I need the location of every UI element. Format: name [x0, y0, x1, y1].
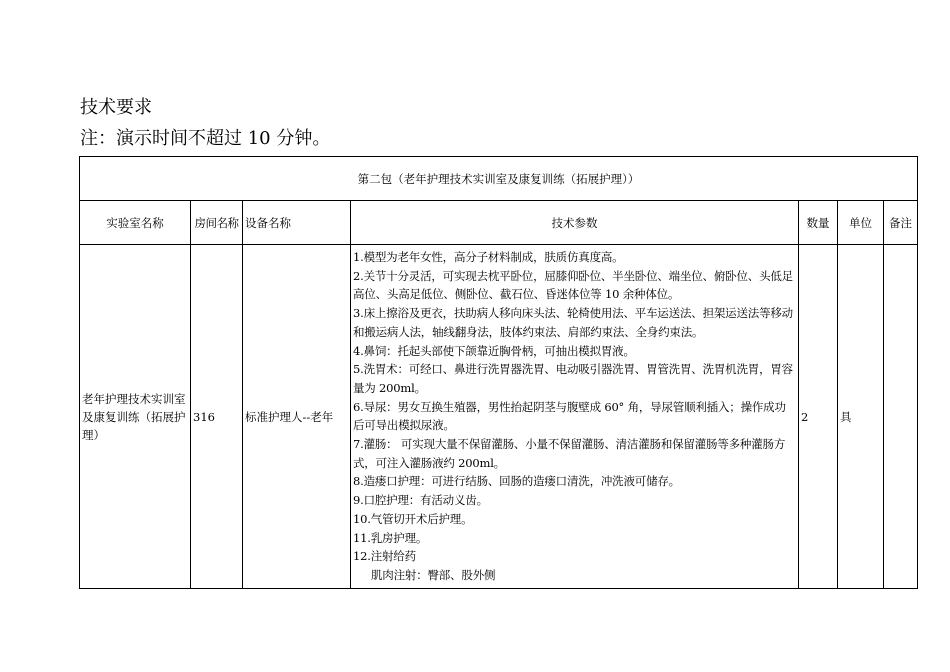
table-title: 第二包（老年护理技术实训室及康复训练（拓展护理）） [80, 157, 918, 201]
param-item: 肌肉注射：臀部、股外侧 [371, 567, 496, 582]
param-item: 12.注射给药 [353, 549, 416, 564]
quantity-cell: 2 [799, 245, 838, 589]
param-item: 8.造瘘口护理：可进行结肠、回肠的造瘘口清洗，冲洗液可储存。 [353, 474, 680, 489]
header-room-name: 房间名称 [191, 201, 243, 245]
tech-params-cell [351, 245, 799, 589]
param-item: 9.口腔护理：有活动义齿。 [353, 493, 488, 508]
header-unit: 单位 [838, 201, 884, 245]
room-name-cell: 316 [191, 245, 243, 589]
table-title-row [80, 157, 918, 201]
table-row [80, 245, 918, 589]
header-quantity: 数量 [799, 201, 838, 245]
table-header-row [80, 201, 918, 245]
header-remark: 备注 [884, 201, 918, 245]
param-item: 1.模型为老年女性，高分子材料制成，肤质仿真度高。 [353, 250, 624, 264]
header-device-name: 设备名称 [243, 201, 351, 245]
duration-note: 注：演示时间不超过 10 分钟。 [80, 128, 331, 149]
param-item: 5.洗胃术：可经口、鼻进行洗胃器洗胃、电动吸引器洗胃、胃管洗胃、洗胃机洗胃，胃容量为 200ml。 [353, 362, 793, 395]
remark-cell [884, 245, 918, 589]
header-tech-params: 技术参数 [351, 201, 799, 245]
spec-table [79, 156, 918, 589]
param-item: 10.气管切开术后护理。 [353, 511, 473, 526]
param-item: 6.导尿：男女互换生殖器，男性抬起阴茎与腹壁成 60° 角，导尿管顺利插入；操作成功后可导出模拟尿液。 [353, 399, 786, 433]
device-name-cell: 标准护理人--老年 [243, 245, 351, 589]
param-item: 4.鼻饲：托起头部使下颌靠近胸骨柄，可抽出模拟胃液。 [353, 343, 635, 358]
lab-name-cell: 老年护理技术实训室及康复训练（拓展护理） [80, 245, 191, 589]
param-item: 11.乳房护理。 [353, 530, 428, 545]
param-item: 7.灌肠： 可实现大量不保留灌肠、小量不保留灌肠、清洁灌肠和保留灌肠等多种灌肠方式，可注入灌肠液约 200ml。 [353, 437, 786, 470]
unit-cell: 具 [838, 245, 884, 589]
param-item: 2.关节十分灵活，可实现去枕平卧位，屈膝仰卧位、半坐卧位、端坐位、俯卧位、头低足高位、头高足低位、侧卧位、截石位、昏迷体位等 10 余种体位。 [353, 268, 793, 302]
section-heading: 技术要求 [80, 97, 152, 118]
param-item: 3.床上擦浴及更衣，扶助病人移向床头法、轮椅使用法、平车运送法、担架运送法等移动和搬运病人法，轴线翻身法，肢体约束法、肩部约束法、全身约束法。 [353, 306, 793, 339]
header-lab-name: 实验室名称 [80, 201, 191, 245]
